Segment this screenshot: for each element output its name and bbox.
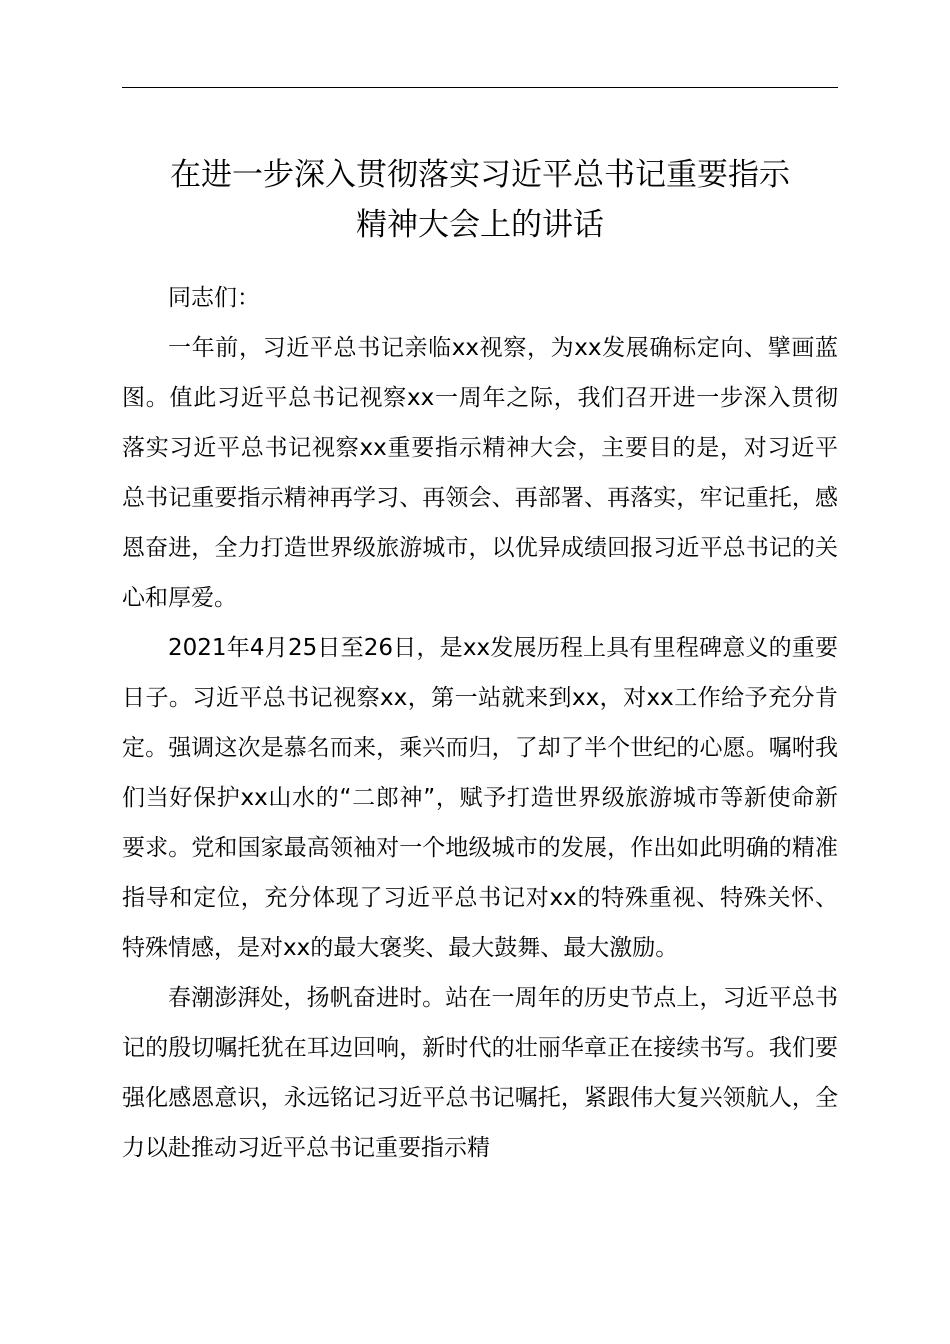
paragraph-1: 一年前，习近平总书记亲临xx视察，为xx发展确标定向、擘画蓝图。值此习近平总书记视察xx一周年之际，我们召开进一步深入贯彻落实习近平总书记视察xx重要指示精神大会，主要目的是，对习近平总书记重要指示精神再学习、再领会、再部署、再落实，牢记重托，感恩奋进，全力打造世界级旅游城市，以优异成绩回报习近平总书记的关心和厚爱。 — [122, 335, 838, 611]
document-title — [100, 150, 860, 250]
title-line-1: 在进一步深入贯彻落实习近平总书记重要指示 — [170, 157, 790, 193]
paragraph-3: 春潮澎湃处，扬帆奋进时。站在一周年的历史节点上，习近平总书记的殷切嘱托犹在耳边回响，新时代的壮丽华章正在接续书写。我们要强化感恩意识，永远铭记习近平总书记嘱托，紧跟伟大复兴领航人，全力以赴推动习近平总书记重要指示精 — [122, 985, 838, 1161]
title-line-2: 精神大会上的讲话 — [356, 207, 604, 243]
salutation: 同志们： — [168, 285, 260, 311]
paragraph-2: 2021年4月25日至26日，是xx发展历程上具有里程碑意义的重要日子。习近平总书记视察xx，第一站就来到xx，对xx工作给予充分肯定。强调这次是慕名而来，乘兴而归，了却了半个世纪的心愿。嘱咐我们当好保护xx山水的“二郎神”，赋予打造世界级旅游城市等新使命新要求。党和国家最高领袖对一个地级城市的发展，作出如此明确的精准指导和定位，充分体现了习近平总书记对xx的特殊重视、特殊关怀、特殊情感，是对xx的最大褒奖、最大鼓舞、最大激励。 — [122, 635, 838, 961]
document-body — [122, 273, 838, 1173]
header-divider — [122, 87, 838, 88]
